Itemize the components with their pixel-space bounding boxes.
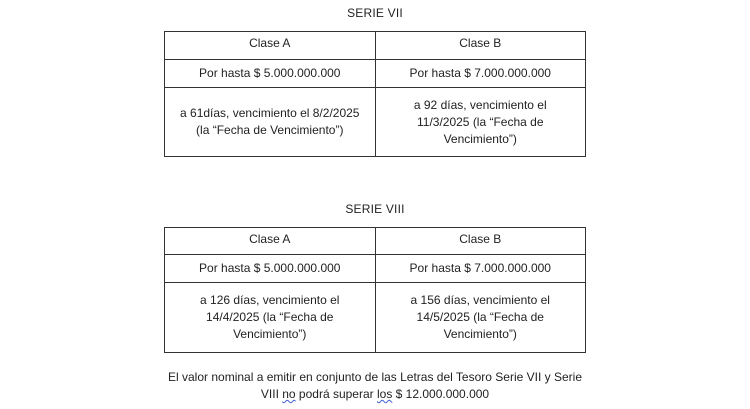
term-row (165, 88, 586, 157)
clase-a-header: Clase A (165, 32, 376, 60)
clase-b-header: Clase B (375, 228, 586, 255)
footer-line-2 (0, 386, 750, 403)
table-header-row (165, 32, 586, 60)
spellcheck-word: los (376, 387, 393, 401)
term-line: a 126 días, vencimiento el (200, 293, 340, 307)
serie-viii-table (164, 227, 586, 353)
term-line: 14/5/2025 (la “Fecha de (416, 310, 544, 324)
table-header-row (165, 228, 586, 255)
footer-text: VIII (260, 387, 283, 401)
term-line: 14/4/2025 (la “Fecha de (206, 310, 334, 324)
term-line: (la “Fecha de Vencimiento”) (196, 123, 344, 137)
term-line: 11/3/2025 (la “Fecha de (416, 114, 544, 129)
serie-vii-title: SERIE VII (347, 6, 403, 20)
serie-viii-title: SERIE VIII (345, 202, 405, 216)
clase-a-header: Clase A (165, 228, 376, 255)
amount-row (165, 255, 586, 283)
serie-vii-table (164, 31, 586, 157)
term-line: a 61días, vencimiento el 8/2/2025 (180, 106, 360, 120)
footer-text: $ 12.000.000.000 (392, 387, 490, 401)
term-line: a 92 días, vencimiento el (413, 97, 547, 112)
clase-a-amount: Por hasta $ 5.000.000.000 (165, 60, 376, 88)
clase-a-term (165, 88, 376, 157)
term-line: a 156 días, vencimiento el (410, 293, 550, 307)
clase-b-amount: Por hasta $ 7.000.000.000 (375, 255, 586, 283)
amount-row (165, 60, 586, 88)
clase-b-term (375, 88, 586, 157)
term-line: Vencimiento”) (233, 327, 307, 341)
term-row (165, 283, 586, 353)
clase-a-amount: Por hasta $ 5.000.000.000 (165, 255, 376, 283)
footer-paragraph (0, 369, 750, 403)
clase-a-term (165, 283, 376, 353)
spellcheck-word: no (282, 387, 296, 401)
footer-text: podrá superar (295, 387, 377, 401)
clase-b-term (375, 283, 586, 353)
term-line: Vencimiento”) (443, 131, 517, 146)
clase-b-header: Clase B (375, 32, 586, 60)
term-line: Vencimiento”) (443, 327, 517, 341)
footer-line-1: El valor nominal a emitir en conjunto de las Letras del Tesoro Serie VII y Serie (168, 370, 582, 384)
clase-b-amount: Por hasta $ 7.000.000.000 (375, 60, 586, 88)
